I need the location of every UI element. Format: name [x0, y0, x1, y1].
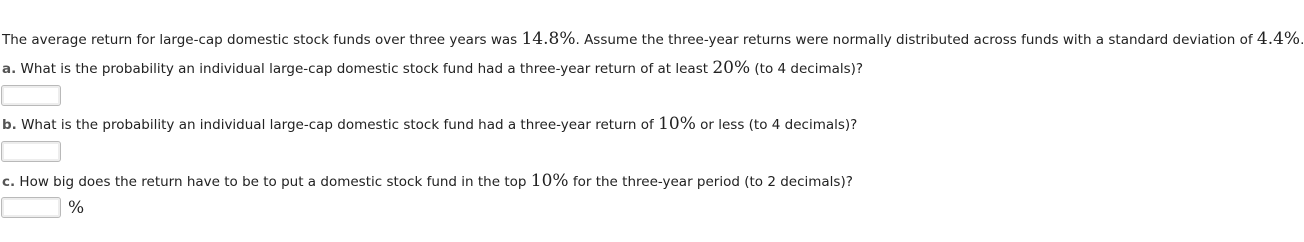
part-c-letter: c.	[2, 174, 16, 190]
part-c-text-2: for the three-year period (to 2 decimals)?	[568, 174, 853, 190]
part-a-text-1: What is the probability an individual large-cap domestic stock fund had a three-year return of at least	[16, 61, 713, 77]
percent-unit: %	[68, 198, 85, 218]
part-b-value: 10%	[658, 114, 696, 134]
problem-intro	[2, 29, 1304, 50]
part-c-value: 10%	[530, 171, 569, 191]
part-b-text-2: or less (to 4 decimals)?	[695, 117, 858, 133]
intro-text-2: . Assume the three-year returns were normally distributed across funds with a standard deviation of	[575, 32, 1257, 48]
question-b	[2, 114, 857, 135]
answer-c-input[interactable]	[1, 197, 61, 218]
intro-text-3: .	[1300, 32, 1304, 48]
part-c-text-1: How big does the return have to be to put a domestic stock fund in the top	[15, 174, 531, 190]
part-a-value: 20%	[712, 58, 751, 78]
answer-b-input[interactable]	[1, 141, 61, 162]
part-b-letter: b.	[2, 117, 17, 133]
intro-text-1: The average return for large-cap domestic stock funds over three years was	[2, 32, 522, 48]
question-c	[2, 171, 853, 192]
part-a-letter: a.	[2, 61, 17, 77]
part-b-text-1: What is the probability an individual large-cap domestic stock fund had a three-year return of	[16, 117, 659, 133]
answer-a-input[interactable]	[1, 85, 61, 106]
part-a-text-2: (to 4 decimals)?	[750, 61, 864, 77]
mean-value: 14.8%	[521, 29, 576, 49]
question-a	[2, 58, 863, 79]
sd-value: 4.4%	[1256, 29, 1301, 49]
